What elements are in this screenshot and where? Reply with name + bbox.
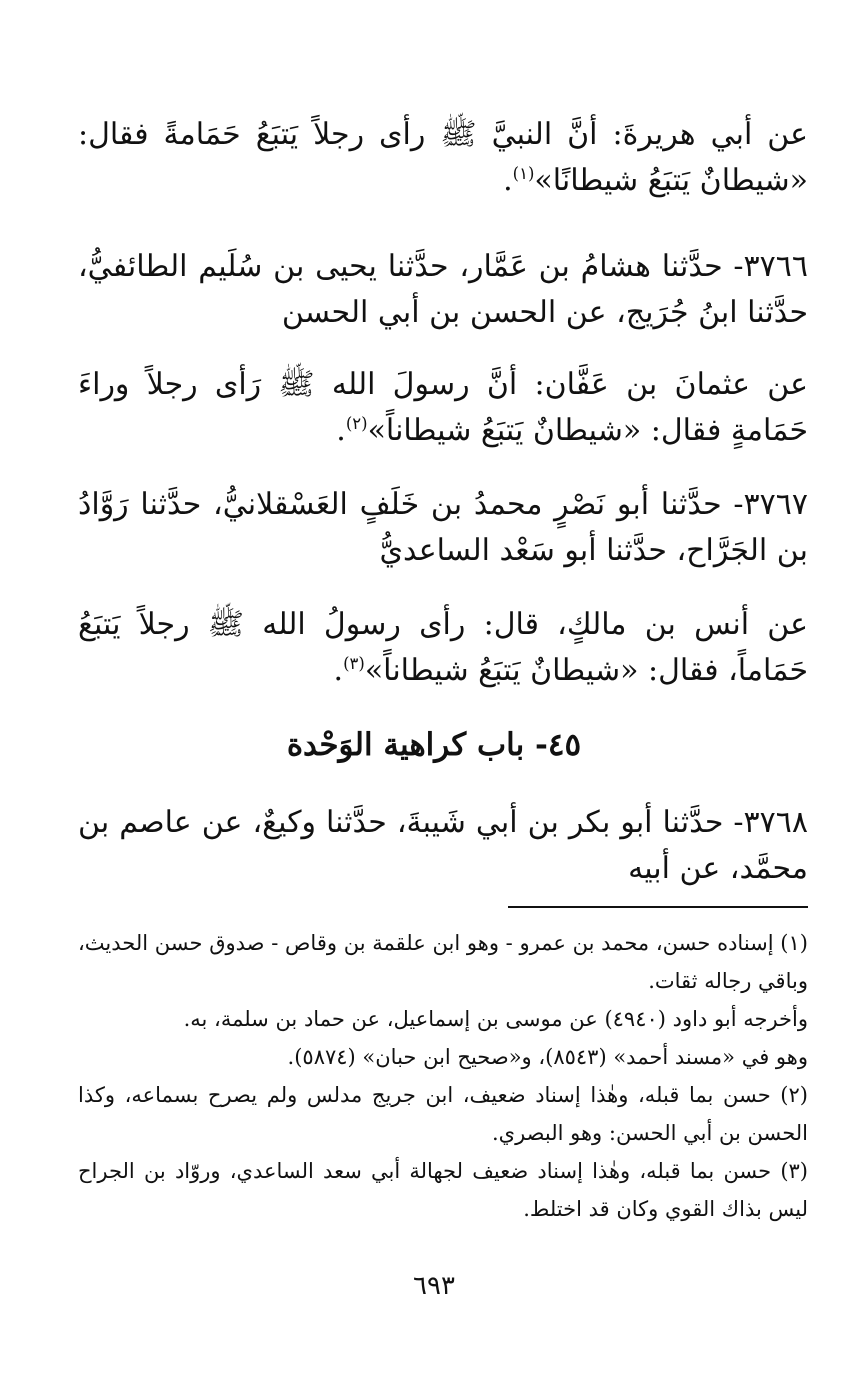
paragraph-text: ٣٧٦٧- حدَّثنا أبو نَصْرٍ محمدُ بن خَلَفٍ العَسْقلانيُّ، حدَّثنا رَوَّادُ بن الجَرَّاح، حدَّثنا أبو سَعْد الساعديُّ — [78, 487, 808, 568]
paragraph — [78, 362, 808, 454]
footnotes — [78, 924, 808, 1228]
paragraph — [78, 112, 808, 204]
footnote-marker: (٣) — [343, 654, 365, 673]
paragraph-end: . — [503, 163, 513, 198]
paragraph-text: عن عثمانَ بن عَفَّان: أنَّ رسولَ الله ﷺ رَأى رجلاً وراءَ حَمَامةٍ فقال: «شيطانٌ يَتبَعُ شيطاناً» — [78, 367, 808, 448]
paragraph — [78, 482, 808, 574]
isnad-3767 — [78, 482, 808, 574]
footnote-divider — [508, 906, 808, 908]
paragraph-end: . — [333, 653, 344, 688]
isnad-3766 — [78, 244, 808, 336]
footnote: (١) إسناده حسن، محمد بن عمرو - وهو ابن علقمة بن وقاص - صدوق حسن الحديث، وباقي رجاله ثقات. — [78, 931, 808, 993]
isnad-3768 — [78, 800, 808, 892]
footnote: وأخرجه أبو داود (٤٩٤٠) عن موسى بن إسماعيل، عن حماد بن سلمة، به. — [183, 1007, 808, 1031]
hadith-text-2 — [78, 362, 808, 454]
footnote: (٢) حسن بما قبله، وهٰذا إسناد ضعيف، ابن جريج مدلس ولم يصرح بسماعه، وكذا الحسن بن أبي الحسن: وهو البصري. — [78, 1083, 808, 1145]
chapter-heading: ٤٥- باب كراهية الوَحْدة — [286, 727, 582, 763]
paragraph-end: . — [336, 413, 346, 448]
footnote: وهو في «مسند أحمد» (٨٥٤٣)، و«صحيح ابن حبان» (٥٨٧٤). — [287, 1045, 808, 1069]
footnote-marker: (٢) — [345, 414, 368, 433]
page-number: ٦٩٣ — [413, 1271, 455, 1301]
hadith-text-1 — [78, 112, 808, 204]
footnote-marker: (١) — [512, 164, 535, 183]
footnote: (٣) حسن بما قبله، وهٰذا إسناد ضعيف لجهالة أبي سعد الساعدي، وروّاد بن الجراح ليس بذاك القوي وكان قد اختلط. — [78, 1159, 808, 1221]
paragraph-text: عن أبي هريرةَ: أنَّ النبيَّ ﷺ رأى رجلاً يَتبَعُ حَمَامةً فقال: «شيطانٌ يَتبَعُ شيطانًا» — [78, 117, 808, 198]
paragraph — [78, 602, 808, 694]
paragraph-text: ٣٧٦٦- حدَّثنا هشامُ بن عَمَّار، حدَّثنا يحيى بن سُلَيم الطائفيُّ، حدَّثنا ابنُ جُرَيج، عن الحسن بن أبي الحسن — [78, 249, 808, 330]
paragraph-text: عن أنس بن مالكٍ، قال: رأى رسولُ الله ﷺ رجلاً يَتبَعُ حَمَاماً، فقال: «شيطانٌ يَتبَعُ شيطاناً» — [78, 607, 808, 688]
paragraph: ٣٧٦٨- حدَّثنا أبو بكر بن أبي شَيبةَ، حدَّثنا وكيعٌ، عن عاصم بن محمَّد، عن أبيه — [78, 805, 808, 886]
hadith-text-3 — [78, 602, 808, 694]
paragraph — [78, 244, 808, 336]
